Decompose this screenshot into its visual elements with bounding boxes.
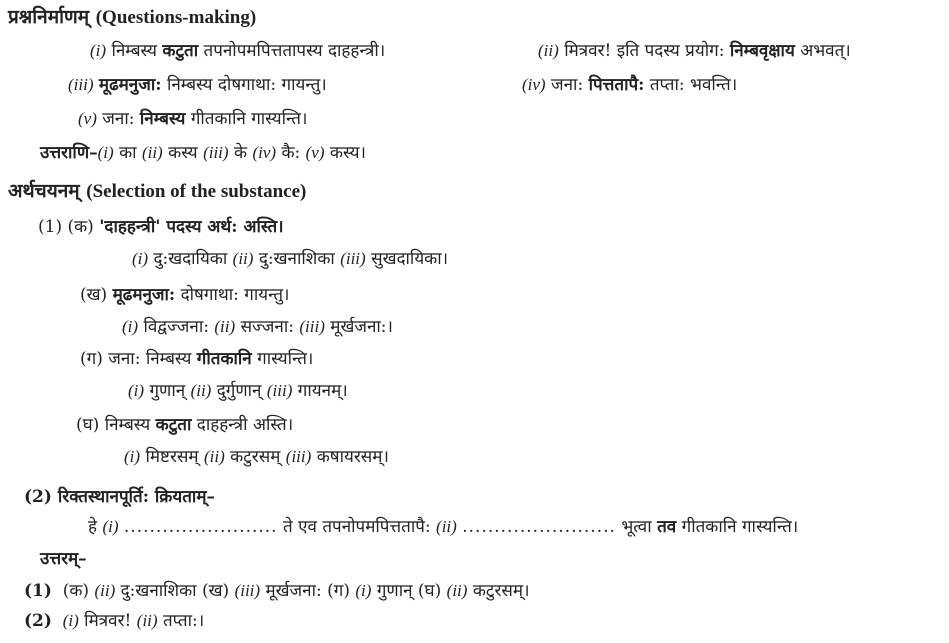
item-number: (iii) <box>234 581 261 600</box>
option-text: मूर्खजना:। <box>324 317 393 337</box>
answer-line-2 <box>24 610 204 632</box>
option-text: कटुरसम् <box>224 447 286 467</box>
question-bold: गीतकानि <box>196 349 252 369</box>
question-text: तपनोपमपित्ततापस्य दाहहन्त्री। <box>198 41 386 61</box>
item-number: (ii) <box>436 517 457 536</box>
item-number: (ii) <box>214 317 236 336</box>
answer-text: कटुरसम्। <box>467 581 530 601</box>
answer-number: (1) <box>24 581 52 601</box>
question-text: मित्रवर! इति पदस्य प्रयोग: <box>564 41 730 61</box>
item-number: (iii) <box>285 447 312 466</box>
fill-in-blanks-heading: (2) रिक्तस्थानपूर्ति: क्रियताम्– <box>24 487 215 507</box>
question-bold: निम्बवृक्षाय <box>729 41 795 61</box>
question-4 <box>522 74 737 96</box>
item-number: (ii) <box>203 447 225 466</box>
question-2 <box>538 40 851 62</box>
question-bold: 'दाहहन्त्री' पदस्य अर्थ: अस्ति। <box>99 217 284 237</box>
item-number: (i) <box>62 611 79 630</box>
option-text: दु:खनाशिका <box>253 249 341 269</box>
item-label: (ख) <box>80 285 113 305</box>
question-bold: पित्ततापै: <box>588 75 645 95</box>
answer-text: कस्य। <box>324 143 366 163</box>
question-bold: कटुता <box>155 415 192 435</box>
fill-in-blanks-sentence <box>88 516 798 538</box>
question-text: जना: निम्बस्य <box>108 349 197 369</box>
question-1 <box>90 40 385 62</box>
item-number: (iv) <box>522 75 546 94</box>
question-bold: मूढमनुजा: <box>112 285 176 305</box>
answer-text: कस्य <box>162 143 204 163</box>
heading-hindi: प्रश्ननिर्माणम् <box>8 6 90 28</box>
item-label: (घ) <box>76 415 105 435</box>
item-number: (iii) <box>266 381 293 400</box>
item-number: (ii) <box>94 581 116 600</box>
answer-line-1 <box>24 580 530 602</box>
answer-text: तप्ता:। <box>157 611 205 631</box>
option-text: मिष्टरसम् <box>140 447 204 467</box>
item-number: (i) <box>355 581 372 600</box>
item-number: (iii) <box>340 249 366 268</box>
question-answers <box>40 142 366 164</box>
blank-1: ........................ <box>123 517 278 537</box>
option-text: दुर्गुणान् <box>211 381 267 401</box>
selection-heading <box>8 180 306 203</box>
item-label: (ग) <box>80 349 109 369</box>
question-3 <box>68 74 327 96</box>
question-text: अभवत्। <box>794 41 851 61</box>
sentence-text: हे <box>88 517 103 537</box>
selection-options-ka <box>132 248 448 270</box>
question-text: जना: <box>551 75 589 95</box>
question-bold: निम्बस्य <box>139 109 186 129</box>
heading-english: (Questions-making) <box>95 7 257 28</box>
option-text: गायनम्। <box>292 381 348 401</box>
item-label: (1) (क) <box>38 217 100 237</box>
questions-making-heading <box>8 6 256 29</box>
question-text: गीतकानि गास्यन्ति। <box>185 109 308 129</box>
question-5 <box>78 108 307 130</box>
sentence-text: भूत्वा <box>615 517 658 537</box>
selection-item-gha <box>76 414 293 436</box>
selection-item-ka <box>38 216 284 238</box>
question-text: निम्बस्य दोषगाथा: गायन्तु। <box>161 75 327 95</box>
item-number: (i) <box>132 249 149 268</box>
selection-options-gha <box>124 446 389 468</box>
question-text: निम्बस्य <box>104 415 156 435</box>
answer-text: कै: <box>276 143 306 163</box>
option-text: विद्वज्जना: <box>138 317 215 337</box>
item-number: (ii) <box>538 41 559 60</box>
answer-text: मूर्खजना: (ग) <box>260 581 356 601</box>
option-text: सुखदायिका। <box>365 249 449 269</box>
selection-item-kha <box>80 284 289 306</box>
answer-text: (क) <box>62 581 95 601</box>
sentence-text: ते एव तपनोपमपित्ततापै: <box>277 517 437 537</box>
item-number: (i) <box>97 143 114 162</box>
answer-number: (2) <box>24 611 52 631</box>
answer-text: का <box>113 143 142 163</box>
heading-hindi: अर्थचयनम् <box>8 180 80 202</box>
question-bold: कटुता <box>162 41 199 61</box>
question-bold: मूढमनुजा: <box>98 75 162 95</box>
item-number: (ii) <box>136 611 158 630</box>
question-text: तप्ता: भवन्ति। <box>644 75 738 95</box>
answer-heading: उत्तरम्– <box>40 549 87 569</box>
answers-label: उत्तराणि– <box>40 143 98 163</box>
answer-text: मित्रवर! <box>78 611 137 631</box>
selection-item-ga <box>80 348 313 370</box>
sentence-text: गीतकानि गास्यन्ति। <box>676 517 799 537</box>
selection-options-ga <box>128 380 348 402</box>
heading-english: (Selection of the substance) <box>86 181 307 202</box>
item-number: (ii) <box>232 249 254 268</box>
answer-text: गुणान् (घ) <box>371 581 447 601</box>
item-number: (ii) <box>141 143 163 162</box>
item-number: (i) <box>122 317 139 336</box>
item-number: (i) <box>90 41 107 60</box>
item-number: (ii) <box>190 381 212 400</box>
item-number: (v) <box>78 109 97 128</box>
question-text: गास्यन्ति। <box>251 349 314 369</box>
option-text: सज्जना: <box>235 317 300 337</box>
question-text: दोषगाथा: गायन्तु। <box>175 285 290 305</box>
selection-options-kha <box>122 316 393 338</box>
option-text: दु:खदायिका <box>148 249 233 269</box>
question-text: जना: <box>102 109 140 129</box>
item-number: (v) <box>305 143 325 162</box>
item-number: (ii) <box>446 581 468 600</box>
blank-2: ........................ <box>462 517 616 537</box>
item-number: (iii) <box>203 143 229 162</box>
question-text: दाहहन्त्री अस्ति। <box>191 415 294 435</box>
option-text: गुणान् <box>144 381 191 401</box>
question-text: निम्बस्य <box>111 41 163 61</box>
item-number: (iii) <box>68 75 94 94</box>
answer-text: के <box>228 143 253 163</box>
sentence-bold: तव <box>657 517 677 537</box>
item-number: (iv) <box>252 143 277 162</box>
item-number: (i) <box>102 517 119 536</box>
item-number: (iii) <box>299 317 325 336</box>
item-number: (i) <box>124 447 141 466</box>
option-text: कषायरसम्। <box>311 447 389 467</box>
item-number: (i) <box>128 381 145 400</box>
answer-text: दु:खनाशिका (ख) <box>115 581 235 601</box>
